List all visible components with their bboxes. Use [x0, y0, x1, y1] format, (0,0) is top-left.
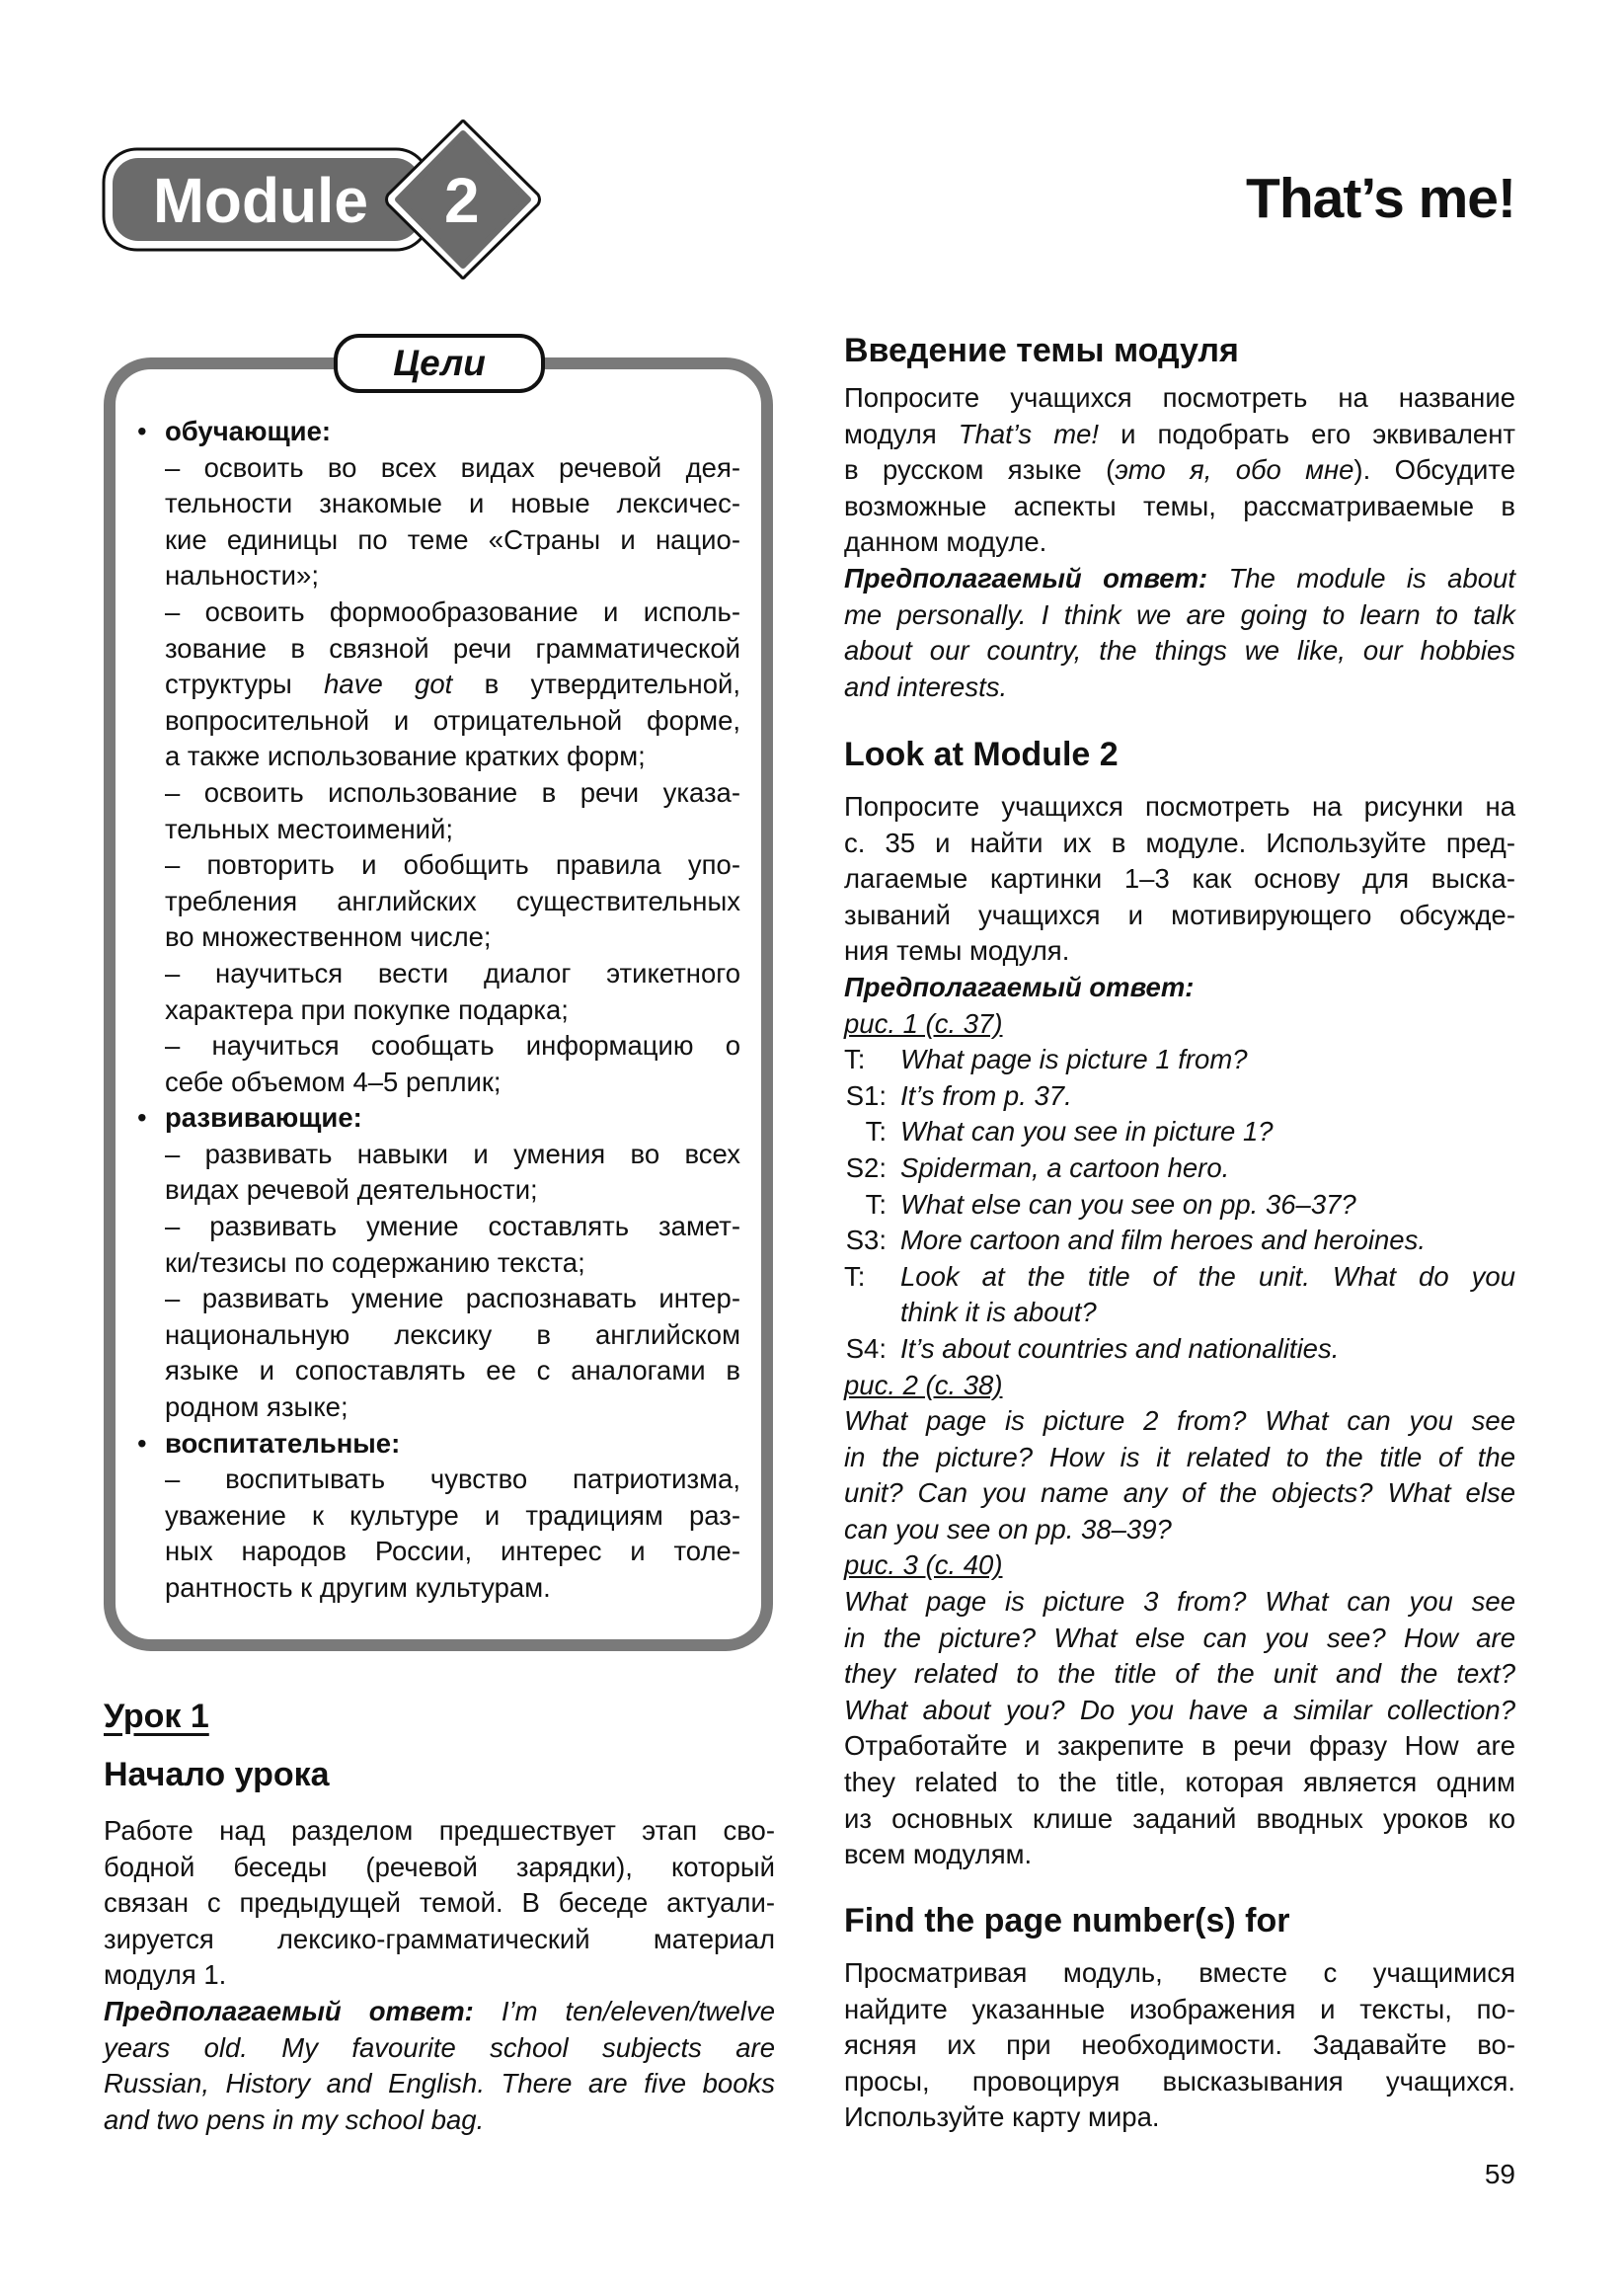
text-line — [165, 1281, 740, 1317]
text-segment: рис. 1 (с. 37) — [844, 1007, 1003, 1039]
text-line — [104, 2066, 775, 2102]
find-heading: Find the page number(s) for — [844, 1902, 1290, 1940]
bullet-icon: • — [137, 1102, 147, 1134]
text-line — [165, 847, 740, 884]
text-segment: зование в связной речи грамматической — [165, 632, 740, 664]
text-line — [137, 414, 740, 450]
find-paragraph — [844, 1955, 1515, 2136]
text-segment: модуля 1. — [104, 1959, 227, 1991]
text-segment: всем модулям. — [844, 1839, 1033, 1870]
text-line — [844, 1331, 1515, 1368]
text-line — [104, 2030, 775, 2067]
text-segment: – повторить и обобщить правила упо- — [165, 849, 740, 881]
text-line — [165, 1245, 740, 1282]
text-segment: данном модуле. — [844, 526, 1047, 558]
text-segment: нальности»; — [165, 560, 319, 592]
text-line — [137, 1100, 740, 1137]
text-line — [844, 1837, 1515, 1873]
text-line — [844, 1955, 1515, 1992]
text-line — [844, 670, 1515, 706]
text-segment: зываний учащихся и мотивирующего обсужде- — [844, 899, 1515, 930]
text-segment: Попросите учащихся посмотреть на название — [844, 382, 1515, 413]
text-segment: просы, провоцируя высказывания учащихся. — [844, 2065, 1515, 2097]
text-segment: they related to the title, которая является одним — [844, 1767, 1515, 1798]
text-segment: в русском языке ( — [844, 454, 1116, 486]
text-segment: характера при покупке подарка; — [165, 993, 569, 1025]
text-segment: in the picture? What else can you see? How are — [844, 1622, 1515, 1653]
look-heading: Look at Module 2 — [844, 736, 1119, 773]
text-segment: ). Обсудите — [1353, 454, 1515, 486]
text-segment: What else can you see on pp. 36–37? — [900, 1188, 1356, 1220]
text-line — [165, 775, 740, 812]
text-segment: структуры — [165, 669, 325, 700]
text-segment: Отработайте и закрепите в речи фразу How are — [844, 1730, 1515, 1762]
text-line — [165, 667, 740, 703]
text-line — [844, 1693, 1515, 1729]
intro-heading: Введение темы модуля — [844, 332, 1239, 369]
text-line — [844, 2064, 1515, 2100]
text-line — [165, 486, 740, 522]
text-line — [844, 1259, 1515, 1296]
text-segment: Предполагаемый ответ: — [104, 1995, 474, 2026]
text-line — [844, 1187, 1515, 1224]
text-line — [844, 1475, 1515, 1512]
text-segment: think it is about? — [900, 1297, 1097, 1328]
speaker-label: S1: — [845, 1079, 887, 1111]
text-line — [104, 1813, 775, 1850]
text-segment: have got — [324, 669, 453, 700]
text-line — [165, 1209, 740, 1245]
text-segment: and interests. — [844, 671, 1008, 702]
text-line — [844, 524, 1515, 561]
text-segment: – научиться вести диалог этикетного — [165, 957, 740, 989]
text-line — [844, 1801, 1515, 1838]
text-line — [104, 1885, 775, 1922]
text-line — [844, 1150, 1515, 1187]
text-line — [165, 1317, 740, 1354]
text-segment: Работе над разделом предшествует этап сво- — [104, 1815, 775, 1846]
text-line — [844, 380, 1515, 417]
text-segment: себе объемом 4–5 реплик; — [165, 1066, 502, 1097]
lesson-title: Урок 1 — [104, 1698, 209, 1735]
text-line — [844, 1512, 1515, 1548]
text-line — [844, 826, 1515, 862]
bullet-icon: • — [137, 416, 147, 446]
text-segment: Look at the title of the unit. What do you — [900, 1260, 1515, 1292]
module-number: 2 — [444, 165, 480, 236]
text-segment: in the picture? How is it related to the title of the — [844, 1441, 1515, 1472]
speaker-label: T: — [844, 1044, 866, 1075]
text-segment: ных народов России, интерес и толе- — [165, 1536, 740, 1567]
text-segment: What page is picture 2 from? What can you see — [844, 1405, 1515, 1437]
text-line — [844, 633, 1515, 670]
text-segment: связан с предыдущей темой. В беседе актуали- — [104, 1887, 775, 1919]
lesson-subtitle: Начало урока — [104, 1756, 330, 1793]
text-line — [165, 1137, 740, 1173]
text-segment: Russian, History and English. There are five books — [104, 2068, 775, 2099]
speaker-label: S2: — [845, 1151, 887, 1183]
text-segment: модуля — [844, 418, 959, 449]
text-segment: видах речевой деятельности; — [165, 1174, 538, 1206]
speaker-label: T: — [844, 1260, 866, 1292]
text-segment: – развивать умение распознавать интер- — [165, 1283, 740, 1314]
text-segment: That’s me! — [958, 418, 1100, 449]
text-line — [844, 789, 1515, 826]
text-line — [844, 2027, 1515, 2064]
text-line — [844, 1992, 1515, 2028]
text-line — [165, 1389, 740, 1426]
text-line — [844, 898, 1515, 934]
text-line — [844, 1547, 1515, 1584]
text-segment: родном языке; — [165, 1391, 348, 1423]
text-line — [844, 561, 1515, 597]
text-segment: about our country, the things we like, our hobbies — [844, 635, 1515, 667]
speaker-label: S3: — [845, 1225, 887, 1256]
text-segment: What page is picture 1 from? — [900, 1044, 1248, 1075]
text-segment: зируется лексико-грамматический материал — [104, 1923, 775, 1954]
text-segment: Spiderman, a cartoon hero. — [900, 1151, 1230, 1183]
goals-list — [137, 414, 740, 1607]
text-line — [137, 1426, 740, 1463]
text-line — [104, 2102, 775, 2139]
text-segment: с. 35 и найти их в модуле. Используйте пред- — [844, 827, 1515, 858]
text-line — [844, 1042, 1515, 1078]
text-segment: рис. 2 (с. 38) — [844, 1369, 1003, 1400]
text-line — [844, 1223, 1515, 1259]
page-number: 59 — [1484, 2159, 1515, 2189]
text-segment: национальную лексику в английском — [165, 1318, 740, 1350]
text-line — [165, 1570, 740, 1607]
text-segment: – освоить формообразование и исполь- — [165, 595, 740, 627]
text-segment: Просматривая модуль, вместе с учащимися — [844, 1957, 1515, 1988]
text-line — [165, 450, 740, 487]
text-segment: в утвердительной, — [452, 669, 740, 700]
text-segment: из основных клише заданий вводных уроков ко — [844, 1802, 1515, 1834]
text-segment: найдите указанные изображения и тексты, по- — [844, 1993, 1515, 2024]
module-word: Module — [153, 165, 368, 236]
text-segment: What can you see in picture 1? — [900, 1116, 1274, 1148]
text-line — [844, 1728, 1515, 1765]
text-segment: возможные аспекты темы, рассматриваемые в — [844, 490, 1515, 521]
page-title: That’s me! — [1246, 167, 1515, 230]
text-line — [104, 1957, 775, 1994]
text-line — [844, 1114, 1515, 1150]
text-segment: It’s about countries and nationalities. — [900, 1332, 1340, 1364]
text-line — [844, 417, 1515, 453]
text-line — [844, 861, 1515, 898]
text-line — [165, 1534, 740, 1570]
text-line — [844, 1656, 1515, 1693]
text-line — [165, 631, 740, 668]
speaker-label: S4: — [845, 1332, 887, 1364]
text-segment: вопросительной и отрицательной форме, — [165, 704, 740, 736]
speaker-label: T: — [865, 1188, 887, 1220]
text-segment: Попросите учащихся посмотреть на рисунки на — [844, 791, 1515, 822]
text-line — [104, 1850, 775, 1886]
text-line — [165, 884, 740, 920]
text-segment: – освоить использование в речи указа- — [165, 776, 740, 808]
text-line — [844, 1368, 1515, 1404]
text-segment: me personally. I think we are going to learn to talk — [844, 598, 1515, 630]
module-badge — [94, 114, 558, 296]
text-segment: требления английских существительных — [165, 885, 740, 916]
text-segment: языке и сопоставлять ее с аналогами в — [165, 1355, 740, 1386]
text-line — [165, 703, 740, 740]
text-segment: ки/тезисы по содержанию текста; — [165, 1246, 585, 1278]
text-line — [844, 1403, 1515, 1440]
goals-label: Цели — [334, 334, 545, 393]
text-segment: рис. 3 (с. 40) — [844, 1549, 1003, 1581]
text-line — [165, 594, 740, 631]
text-segment: and two pens in my school bag. — [104, 2103, 485, 2135]
text-segment: развивающие: — [165, 1102, 362, 1134]
intro-paragraph — [844, 380, 1515, 705]
text-segment: unit? Can you name any of the objects? What else — [844, 1477, 1515, 1509]
text-segment: – освоить во всех видах речевой дея- — [165, 451, 740, 483]
text-line — [844, 1440, 1515, 1476]
text-line — [844, 1621, 1515, 1657]
text-line — [165, 956, 740, 992]
text-segment: рантность к другим культурам. — [165, 1572, 551, 1603]
text-line — [165, 739, 740, 775]
text-segment: Используйте карту мира. — [844, 2101, 1160, 2133]
text-segment: кие единицы по теме «Страны и нацио- — [165, 523, 740, 555]
text-segment: – воспитывать чувство патриотизма, — [165, 1464, 740, 1495]
text-segment: can you see on pp. 38–39? — [844, 1513, 1172, 1544]
text-line — [844, 1295, 1515, 1331]
text-line — [844, 1765, 1515, 1801]
text-segment: It’s from p. 37. — [900, 1079, 1072, 1111]
module-badge-graphic — [94, 114, 558, 291]
text-segment: Предполагаемый ответ: — [844, 971, 1195, 1002]
text-line — [844, 1006, 1515, 1043]
text-segment: бодной беседы (речевой зарядки), который — [104, 1851, 775, 1882]
text-segment: ясняя их при необходимости. Задавайте во- — [844, 2029, 1515, 2061]
text-line — [844, 452, 1515, 489]
text-line — [844, 970, 1515, 1006]
text-segment: тельных местоимений; — [165, 813, 454, 844]
text-segment: тельности знакомые и новые лексичес- — [165, 488, 740, 519]
text-line — [844, 489, 1515, 525]
text-line — [165, 919, 740, 956]
text-line — [165, 1172, 740, 1209]
text-line — [844, 2099, 1515, 2136]
text-segment: – развивать умение составлять замет- — [165, 1211, 740, 1242]
text-segment: обучающие: — [165, 416, 332, 446]
text-line — [844, 1078, 1515, 1115]
text-segment: а также использование кратких форм; — [165, 741, 646, 772]
text-segment: The module is about — [1207, 562, 1515, 594]
text-line — [165, 1498, 740, 1535]
text-line — [165, 1462, 740, 1498]
text-line — [104, 1922, 775, 1958]
text-segment: Предполагаемый ответ: — [844, 562, 1208, 594]
text-segment: ния темы модуля. — [844, 935, 1070, 967]
text-segment: they related to the title of the unit and the text? — [844, 1658, 1515, 1690]
text-segment: во множественном числе; — [165, 921, 492, 953]
bullet-icon: • — [137, 1427, 147, 1459]
text-line — [165, 812, 740, 848]
text-line — [844, 933, 1515, 970]
text-segment: More cartoon and film heroes and heroines. — [900, 1225, 1426, 1256]
text-segment: уважение к культуре и традициям раз- — [165, 1499, 740, 1531]
text-segment: years old. My favourite school subjects are — [104, 2031, 775, 2063]
text-segment: воспитательные: — [165, 1427, 401, 1459]
text-segment: What page is picture 3 from? What can you see — [844, 1586, 1515, 1618]
speaker-label: T: — [865, 1116, 887, 1148]
lesson-paragraph — [104, 1813, 775, 2138]
text-line — [165, 992, 740, 1029]
text-line — [104, 1994, 775, 2030]
text-segment: это я, обо мне — [1115, 454, 1354, 486]
text-segment: What about you? Do you have a similar collection? — [844, 1694, 1515, 1725]
text-segment: – развивать навыки и умения во всех — [165, 1138, 740, 1169]
text-line — [844, 597, 1515, 634]
text-line — [165, 1028, 740, 1065]
text-segment: – научиться сообщать информацию о — [165, 1030, 740, 1062]
text-line — [844, 1584, 1515, 1621]
look-paragraph — [844, 789, 1515, 1873]
text-line — [165, 558, 740, 594]
text-segment: и подобрать его эквивалент — [1099, 418, 1515, 449]
text-segment: I’m ten/eleven/twelve — [473, 1995, 776, 2026]
text-segment: лагаемые картинки 1–3 как основу для выска- — [844, 863, 1515, 895]
text-line — [165, 1353, 740, 1389]
text-line — [165, 522, 740, 559]
text-line — [165, 1065, 740, 1101]
